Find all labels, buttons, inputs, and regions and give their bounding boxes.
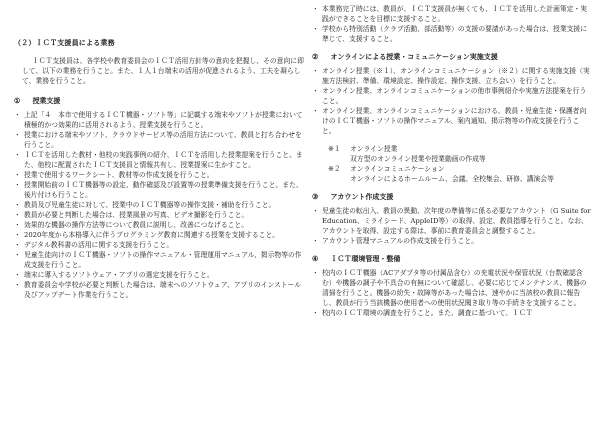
list-item: ・ デジタル教科書の活用に関する支援を行うこと。 — [14, 240, 304, 250]
account-support-list — [312, 206, 592, 246]
left-column — [14, 38, 304, 300]
footnote-definition: オンラインによるホームルーム、会議、全校集会、研修、講演会等 — [350, 175, 554, 183]
subsection-number: ③ — [312, 192, 319, 201]
list-item: ・ 校内のＩＣＴ環境の調査を行うこと。また、調査に基づいて、ＩＣＴ — [312, 308, 592, 318]
list-item: ・ 本業務完了時には、教員が、ＩＣＴ支援員が無くても、ＩＣＴを活用した計画策定・実践ができることを目標に支援すること。 — [312, 4, 592, 24]
list-item: ・ 端末に導入するソフトウェア・アプリの選定支援を行うこと。 — [14, 270, 304, 280]
subsection-title-ict-environment — [312, 254, 592, 264]
subsection-label: アカウント作成支援 — [330, 192, 394, 201]
list-item: ・ 児童生徒向けのＩＣＴ機器・ソフトの操作マニュアル・管理運用マニュアル、掲示物等の作成支援を行うこと。 — [14, 250, 304, 270]
footnotes — [328, 144, 592, 184]
list-item: ・ 授業における端末やソフト、クラウドサービス等の活用方法について、教員と打ち合わせを行うこと。 — [14, 130, 304, 150]
right-column — [312, 4, 592, 318]
footnote-term: オンライン授業 — [350, 145, 398, 153]
list-item: ・ 効果的な機器の操作方法等について教員に説明し、改善につなげること。 — [14, 220, 304, 230]
list-item: ・ 上記「４ 本市で使用するＩＣＴ機器・ソフト等」に記載する端末やソフトが授業において積極的かつ効果的に活用されるよう、授業支援を行うこと。 — [14, 110, 304, 130]
subsection-label: オンラインによる授業・コミュニケーション実施支援 — [330, 52, 498, 61]
list-item: ・ 2020年度から本格導入に伴うプログラミング教育に関連する授業を支援すること。 — [14, 230, 304, 240]
online-support-list — [312, 66, 592, 136]
list-item: ・ 授業で使用するワークシート、教材等の作成支援を行うこと。 — [14, 170, 304, 180]
footnote-2 — [328, 164, 592, 184]
subsection-number: ② — [312, 52, 319, 61]
subsection-label: ＩＣＴ環境管理・整備 — [330, 254, 401, 263]
footnote-mark: ※２ — [328, 165, 341, 173]
list-item: ・ 授業開始前のＩＣＴ機器等の設定、動作確認及び設置等の授業準備支援を行うこと。また、後片付けも行うこと。 — [14, 180, 304, 200]
list-item: ・ オンライン授業（※１）、オンラインコミュニケーション（※２）に関する実施支援（実施方法検討、準備、環境設定、操作設定、操作支援、立ち会い）を行うこと。 — [312, 66, 592, 86]
subsection-title-account — [312, 192, 592, 202]
subsection-number: ④ — [312, 254, 319, 263]
list-item: ・ オンライン授業、オンラインコミュニケーションの他市事例紹介や実施方法提案を行うこと。 — [312, 86, 592, 106]
footnote-term: オンラインコミュニケーション — [350, 165, 445, 173]
footnote-1 — [328, 144, 592, 164]
class-support-list — [14, 110, 304, 300]
list-item: ・ ＩＣＴを活用した教材・他校の実践事例の紹介、ＩＣＴを活用した授業提案を行うこと。また、他校に配置されたＩＣＴ支援員と情報共有し、授業提案に生かすこと。 — [14, 150, 304, 170]
list-item: ・ アカウント管理マニュアルの作成支援を行うこと。 — [312, 236, 592, 246]
subsection-title-online — [312, 52, 592, 62]
subsection-label: 授業支援 — [32, 96, 61, 105]
list-item: ・ 教員及び児童生徒に対して、授業中のＩＣＴ機器等の操作支援・補助を行うこと。 — [14, 200, 304, 210]
footnote-definition: 双方型のオンライン授業や授業動画の作成等 — [350, 155, 486, 163]
ict-environment-list — [312, 268, 592, 318]
list-item: ・ 教員が必要と判断した場合は、授業風景の写真、ビデオ撮影を行うこと。 — [14, 210, 304, 220]
continued-class-support-list — [312, 4, 592, 44]
section-title: （２）ＩＣＴ支援員による業務 — [14, 38, 115, 47]
list-item: ・ 教育委員会や学校が必要と判断した場合は、端末へのソフトウェア、アプリのインストール及びアップデート作業を行うこと。 — [14, 280, 304, 300]
list-item: ・ 児童生徒の転出入、教員の異動、次年度の準備等に係る必要なアカウント（G Suite for Education、ミライシード、AppleID等）の取得、設定、教員指導を行うこと。なお、アカウントを取得、設定する際は、事前に教育委員会と調整すること。 — [312, 206, 592, 236]
intro-paragraph: ＩＣＴ支援員は、各学校や教育委員会のＩＣＴ活用方針等の意向を把握し、その意向に即して、以下の業務を行うこと。また、１人１台端末の活用が促進されるよう、工夫を凝らして、業務を行うこと。 — [22, 57, 304, 85]
list-item: ・ オンライン授業、オンラインコミュニケーションにおける、教員・児童生徒・保護者向けのＩＣＴ機器・ソフトの操作マニュアル、案内通知、掲示物等の作成支援を行うこと。 — [312, 106, 592, 136]
subsection-title-class-support — [14, 96, 304, 106]
list-item: ・ 校内のＩＣＴ機器（ACアダプタ等の付属品含む）の充電状況や保管状況（台数確認含む）や機器の調子や不具合の有無について確認し、必要に応じてメンテナンス、機器の清掃を行うこと。機器の紛失・故障等があった場合は、速やかに当該校の教員に報告し、教員が行う当該機器の使用者への使用状況聞き取り等の手続きを支援すること。 — [312, 268, 592, 308]
footnote-mark: ※１ — [328, 145, 341, 153]
subsection-number: ① — [14, 96, 21, 105]
list-item: ・ 学校から特別活動（クラブ活動、部活動等）の支援の要請があった場合は、授業支援に準じて、支援すること。 — [312, 24, 592, 44]
